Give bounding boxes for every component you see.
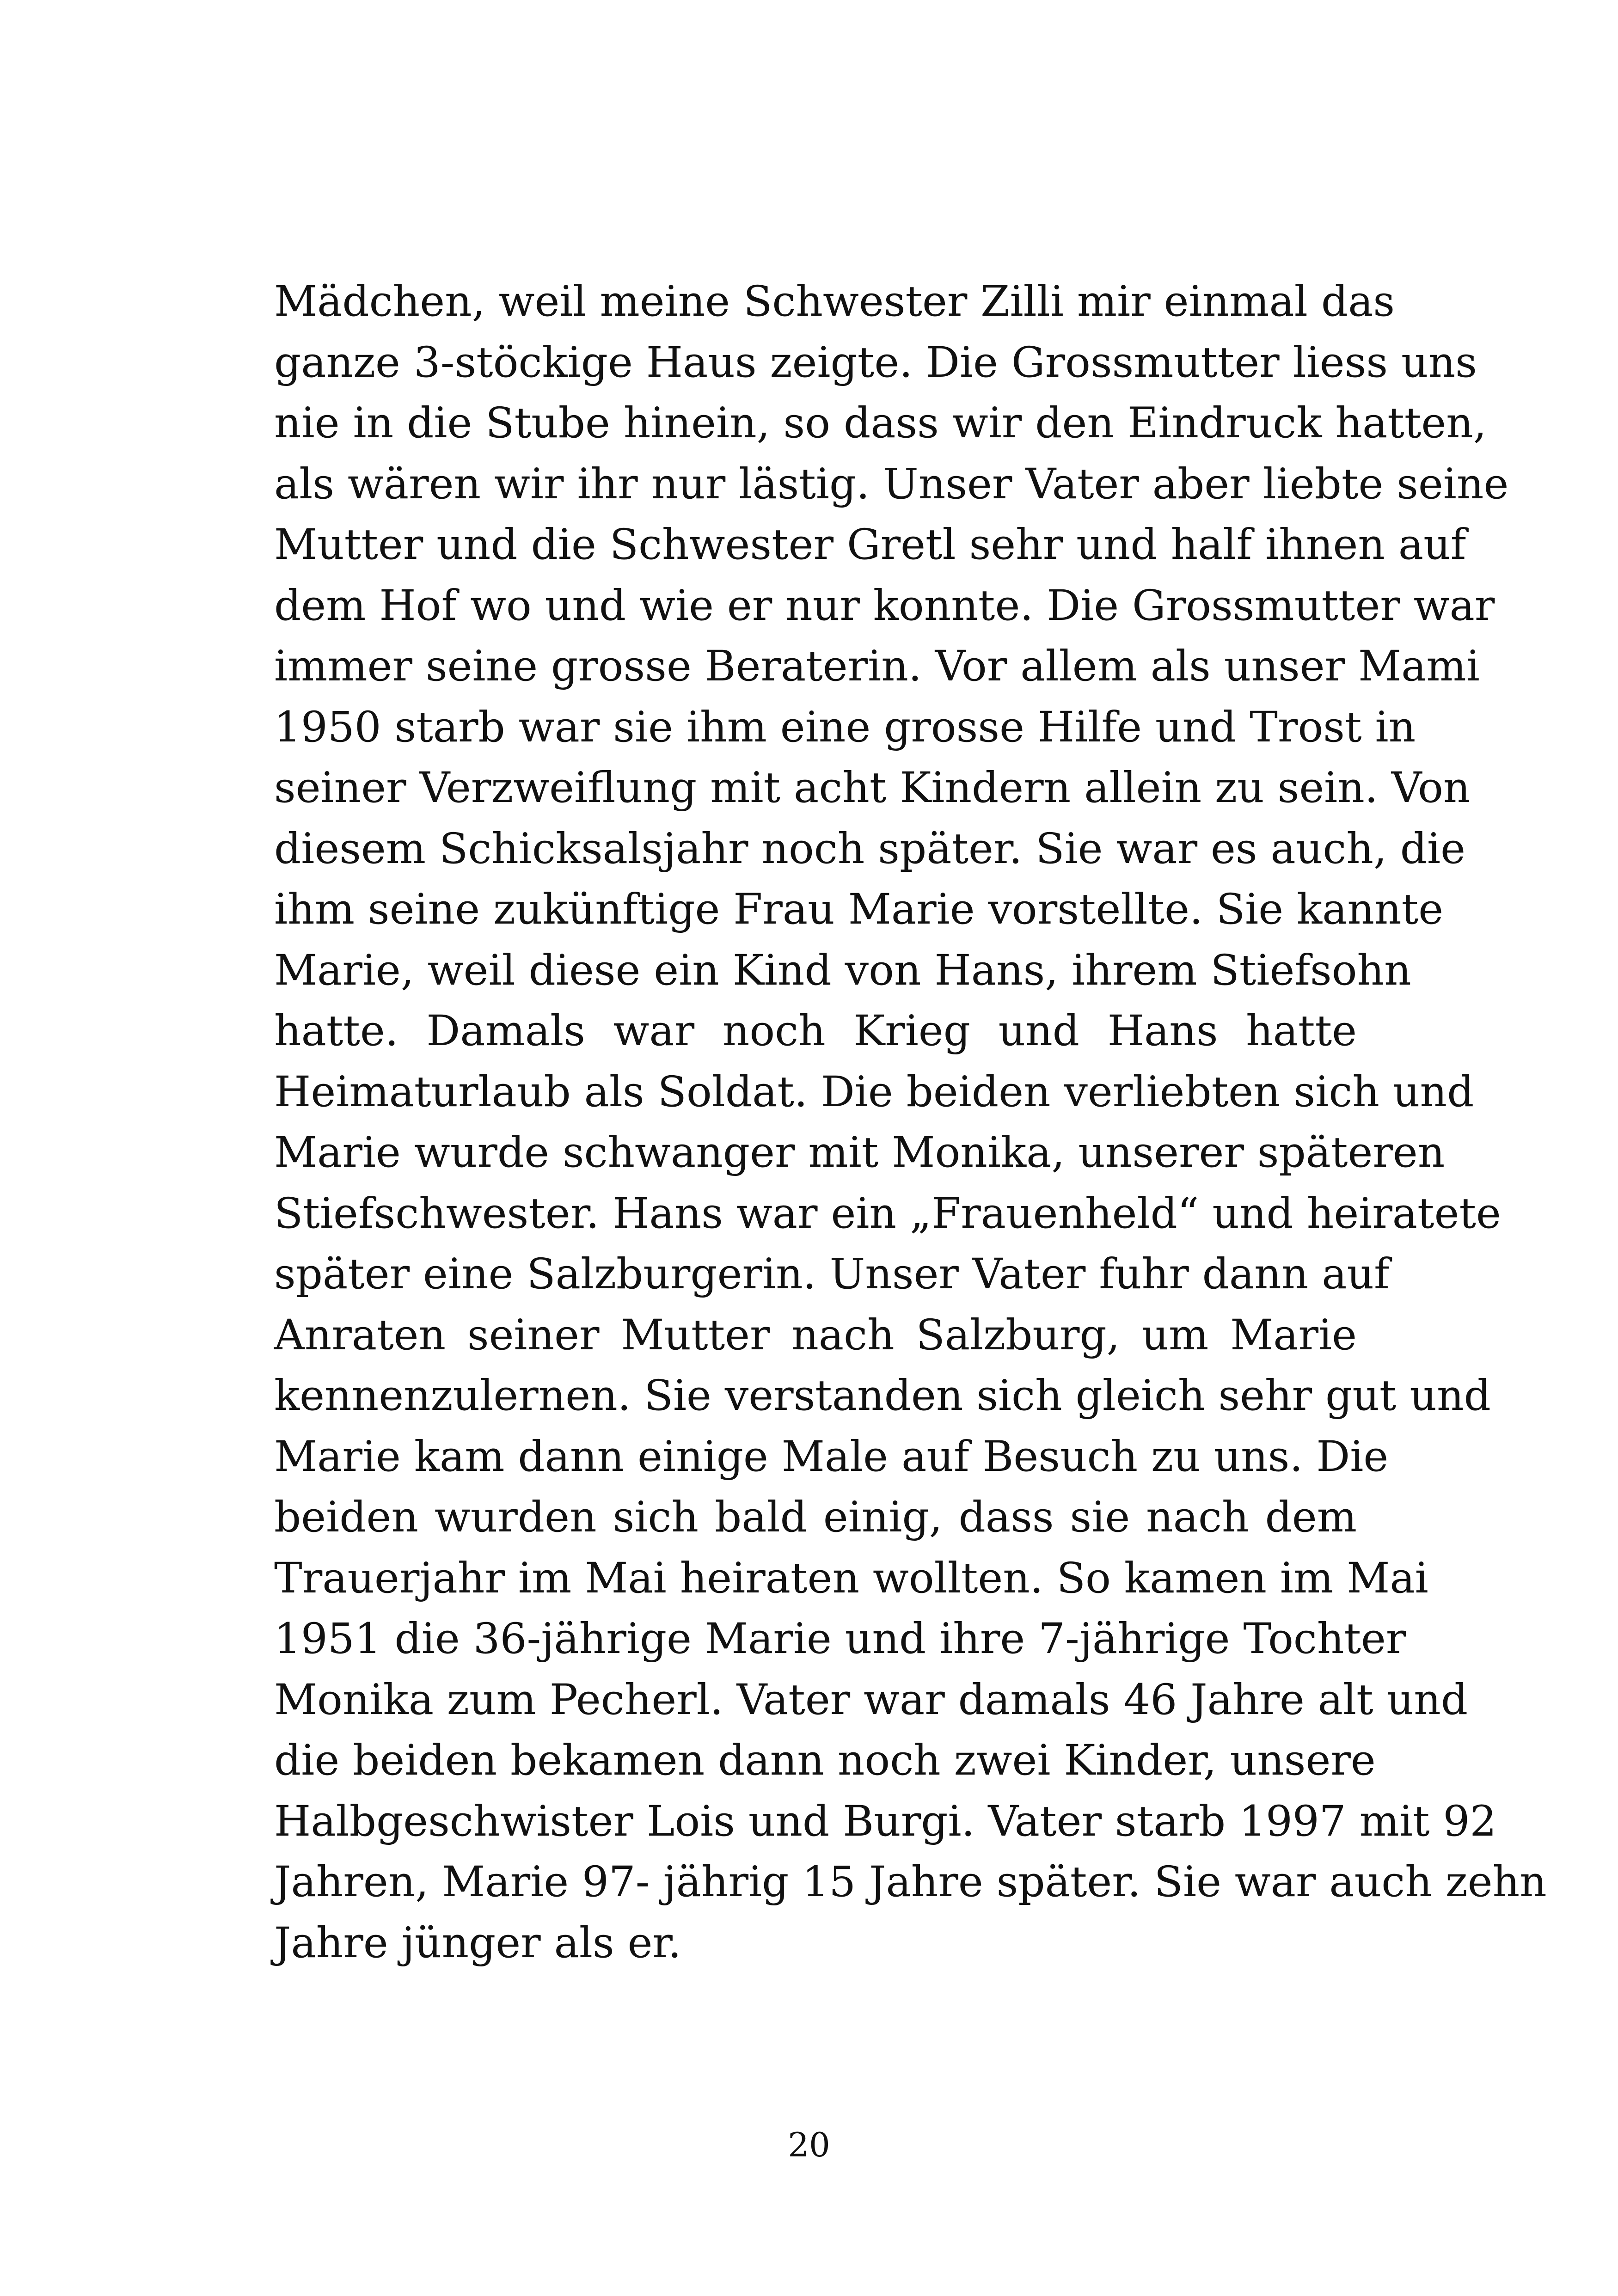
text-line: beiden wurden sich bald einig, dass sie nach dem bbox=[274, 1493, 1357, 1542]
text-line: Monika zum Pecherl. Vater war damals 46 Jahre alt und bbox=[274, 1675, 1468, 1724]
text-line: ihm seine zukünftige Frau Marie vorstellte. Sie kannte bbox=[274, 885, 1444, 934]
text-line: Marie, weil diese ein Kind von Hans, ihrem Stiefsohn bbox=[274, 946, 1411, 995]
text-line: Mädchen, weil meine Schwester Zilli mir einmal das bbox=[274, 277, 1395, 326]
text-line: die beiden bekamen dann noch zwei Kinder, unsere bbox=[274, 1736, 1376, 1785]
text-line: Heimaturlaub als Soldat. Die beiden verliebten sich und bbox=[274, 1067, 1474, 1116]
text-line: später eine Salzburgerin. Unser Vater fuhr dann auf bbox=[274, 1250, 1390, 1298]
text-line: als wären wir ihr nur lästig. Unser Vater aber liebte seine bbox=[274, 459, 1509, 508]
text-line: Trauerjahr im Mai heiraten wollten. So kamen im Mai bbox=[274, 1554, 1428, 1603]
text-line: ganze 3-stöckige Haus zeigte. Die Grossmutter liess uns bbox=[274, 338, 1477, 387]
text-line: Stiefschwester. Hans war ein „Frauenheld“ und heiratete bbox=[274, 1189, 1501, 1238]
text-line: 1950 starb war sie ihm eine grosse Hilfe und Trost in bbox=[274, 703, 1416, 752]
text-line: Mutter und die Schwester Gretl sehr und half ihnen auf bbox=[274, 520, 1466, 569]
body-paragraph bbox=[274, 271, 1547, 1973]
text-line: Marie wurde schwanger mit Monika, unserer späteren bbox=[274, 1128, 1445, 1177]
text-line: seiner Verzweiflung mit acht Kindern allein zu sein. Von bbox=[274, 764, 1471, 812]
text-line: Marie kam dann einige Male auf Besuch zu uns. Die bbox=[274, 1432, 1389, 1481]
text-line: immer seine grosse Beraterin. Vor allem als unser Mami bbox=[274, 642, 1480, 691]
text-line: diesem Schicksalsjahr noch später. Sie war es auch, die bbox=[274, 824, 1466, 873]
text-line: Jahren, Marie 97- jährig 15 Jahre später. Sie war auch zehn bbox=[274, 1858, 1547, 1906]
text-line: 1951 die 36-jährige Marie und ihre 7-jährige Tochter bbox=[274, 1615, 1406, 1663]
text-line: hatte. Damals war noch Krieg und Hans hatte bbox=[274, 1007, 1357, 1055]
text-line: nie in die Stube hinein, so dass wir den Eindruck hatten, bbox=[274, 399, 1487, 447]
text-line-last: Jahre jünger als er. bbox=[274, 1918, 681, 1967]
page-number: 20 bbox=[788, 2125, 830, 2164]
text-line: Halbgeschwister Lois und Burgi. Vater starb 1997 mit 92 bbox=[274, 1797, 1497, 1846]
text-line: kennenzulernen. Sie verstanden sich gleich sehr gut und bbox=[274, 1371, 1491, 1420]
text-line: Anraten seiner Mutter nach Salzburg, um Marie bbox=[274, 1310, 1357, 1359]
text-line: dem Hof wo und wie er nur konnte. Die Grossmutter war bbox=[274, 581, 1495, 630]
